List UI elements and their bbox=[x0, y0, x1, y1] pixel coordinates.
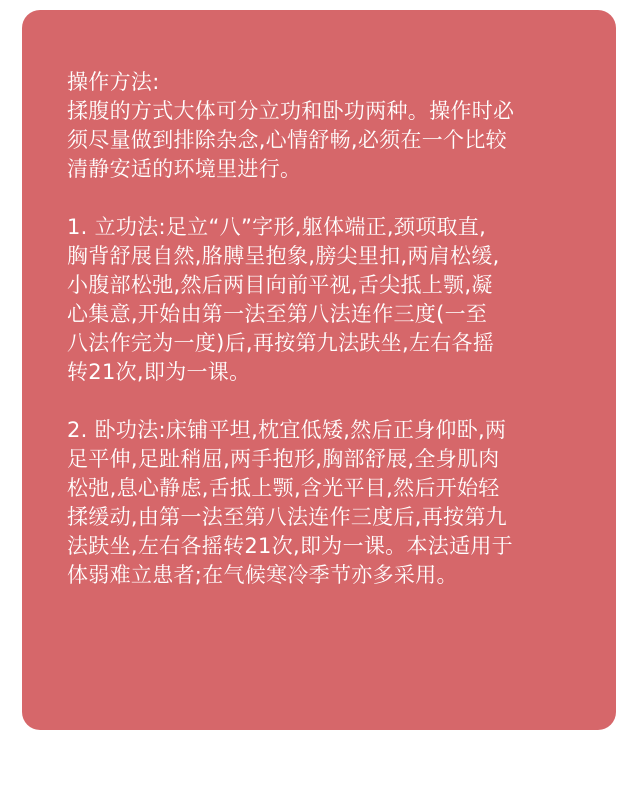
paragraph-spacer bbox=[67, 387, 576, 416]
lying-method-paragraph: 2. 卧功法:床铺平坦,枕宜低矮,然后正身仰卧,两 足平伸,足趾稍屈,两手抱形,胸部舒展,全身肌肉 松弛,息心静虑,舌抵上颚,含光平目,然后开始轻 揉缓动,由第一法至第八法连作三度后,再按第九 法趺坐,左右各摇转21次,即为一课。本法适用于 体弱难立患者;在气候寒冷季节亦多采用。 bbox=[67, 418, 513, 587]
section-heading: 操作方法: bbox=[67, 70, 160, 94]
content-card bbox=[22, 10, 616, 730]
intro-paragraph: 揉腹的方式大体可分立功和卧功两种。操作时必 须尽量做到排除杂念,心情舒畅,必须在一个比较 清静安适的环境里进行。 bbox=[67, 99, 515, 181]
paragraph-spacer bbox=[67, 184, 576, 213]
article-body bbox=[67, 68, 576, 590]
standing-method-paragraph: 1. 立功法:足立“八”字形,躯体端正,颈项取直, 胸背舒展自然,胳膊呈抱象,膀尖里扣,两肩松缓, 小腹部松弛,然后两目向前平视,舌尖抵上颚,凝 心集意,开始由第一法至第八法连作三度(一至 八法作完为一度)后,再按第九法趺坐,左右各摇 转21次,即为一课。 bbox=[67, 215, 500, 384]
